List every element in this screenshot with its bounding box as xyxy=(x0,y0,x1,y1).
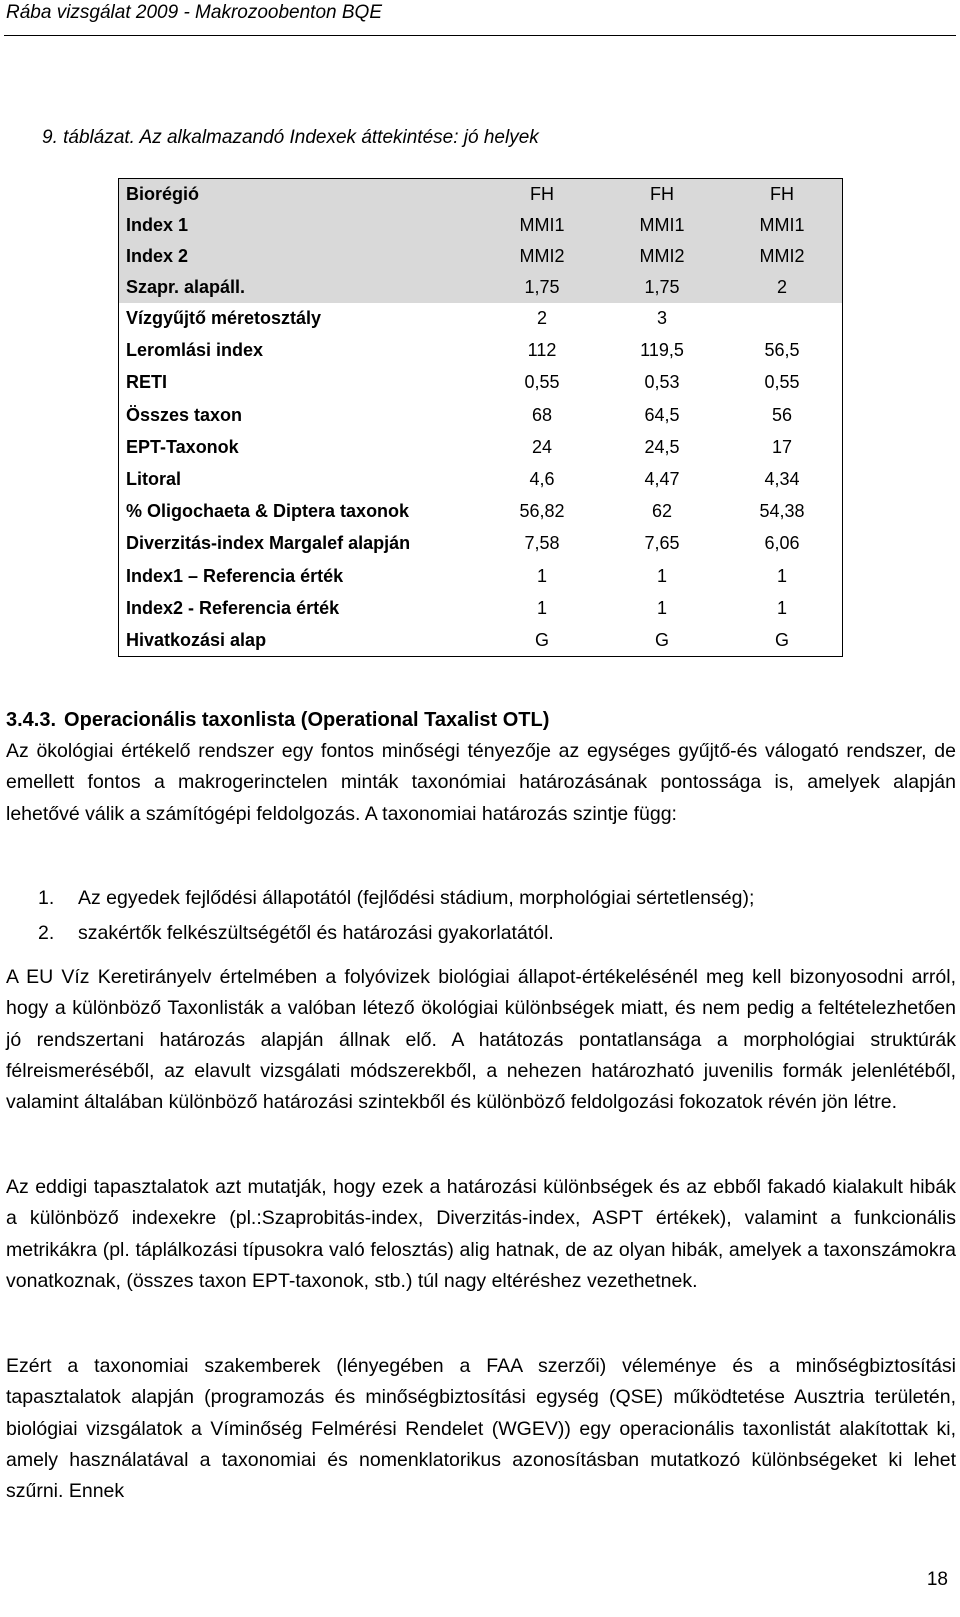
row-label: Összes taxon xyxy=(126,404,243,425)
list-item-number: 1. xyxy=(38,887,55,909)
row-value: G xyxy=(534,629,549,650)
table-row xyxy=(119,303,843,335)
page-number: 18 xyxy=(926,1569,948,1590)
header-divider xyxy=(4,35,956,36)
table-body-rows xyxy=(119,303,843,657)
row-value: 1 xyxy=(656,597,667,618)
row-label: Index2 - Referencia érték xyxy=(126,597,340,618)
paragraph-4: Ezért a taxonomiai szakemberek (lényegében a FAA szerzői) véleménye és a minőségbiztosítási tapasztalatok alapján (programozás és minőségbiztosítási egység (QSE) működtetése Ausztria területén, biológiai vizsgálatok a Víminőség Felmérési Rendelet (WGEV)) egy operacionális taxonlistát alakítottak ki, amely használatával a taxonomiai és nomenklatorikus azonosításban mutatkozó különbségeket ki lehet szűrni. Ennek xyxy=(6,1355,956,1503)
row-value: 1 xyxy=(776,565,787,586)
row-label: Leromlási index xyxy=(126,340,264,361)
row-label: RETI xyxy=(126,372,168,393)
row-value: 4,6 xyxy=(529,469,555,490)
row-label: Hivatkozási alap xyxy=(126,629,267,650)
table-row xyxy=(119,399,843,431)
row-value: 112 xyxy=(527,340,557,361)
row-value: 7,58 xyxy=(524,533,560,554)
row-label: % Oligochaeta & Diptera taxonok xyxy=(126,501,410,522)
list-item xyxy=(6,883,956,918)
row-value: FH xyxy=(530,183,554,204)
table-row xyxy=(119,272,843,303)
table-row xyxy=(119,624,843,656)
table-row xyxy=(119,431,843,463)
table-head-rows xyxy=(119,179,843,303)
row-value: 62 xyxy=(651,501,673,522)
row-value: 54,38 xyxy=(759,501,805,522)
row-value: 4,47 xyxy=(644,469,680,490)
row-value: FH xyxy=(650,183,674,204)
row-value: 1,75 xyxy=(644,276,680,297)
row-value: MMI1 xyxy=(759,214,805,235)
table-row xyxy=(119,463,843,495)
dependency-list xyxy=(6,883,956,953)
row-value: 1,75 xyxy=(524,276,560,297)
list-item-text: szakértők felkészültségétől és határozási gyakorlatától. xyxy=(78,922,554,944)
list-item xyxy=(6,918,956,953)
index-table xyxy=(118,178,843,657)
row-value: 56,5 xyxy=(764,340,800,361)
running-header: Rába vizsgálat 2009 - Makrozoobenton BQE xyxy=(6,2,382,23)
row-value: 17 xyxy=(771,436,793,457)
row-label: Szapr. alapáll. xyxy=(126,276,246,297)
row-value: MMI2 xyxy=(759,245,805,266)
row-value: 3 xyxy=(656,308,667,329)
list-item-text: Az egyedek fejlődési állapotától (fejlődési stádium, morphológiai sértetlenség); xyxy=(78,887,755,909)
row-label: Biorégió xyxy=(126,183,200,204)
table-row xyxy=(119,335,843,367)
section-heading xyxy=(6,709,549,732)
row-value: 2 xyxy=(536,308,547,329)
paragraph-3: Az eddigi tapasztalatok azt mutatják, hogy ezek a határozási különbségek és az ebből fakadó kialakult hibák a különböző indexekre (pl.:Szaprobitás-index, Diverzitás-index, ASPT értékek), valamint a funkcionális metrikákra (pl. táplálkozási típusokra való felosztás) alig hatnak, de az olyan hibák, amelyek a taxonszámokra vonatkoznak, (összes taxon EPT-taxonok, stb.) túl nagy eltéréshez vezethetnek. xyxy=(6,1176,956,1292)
table-row xyxy=(119,210,843,241)
row-value: MMI2 xyxy=(519,245,565,266)
table-caption: 9. táblázat. Az alkalmazandó Indexek áttekintése: jó helyek xyxy=(42,127,539,148)
row-value: MMI1 xyxy=(639,214,685,235)
row-value: 24,5 xyxy=(644,436,680,457)
section-number: 3.4.3. xyxy=(6,709,57,731)
list-item-number: 2. xyxy=(38,922,55,944)
row-value: 0,53 xyxy=(644,372,680,393)
row-value: 64,5 xyxy=(644,404,680,425)
row-value: 1 xyxy=(536,565,547,586)
row-value: 6,06 xyxy=(764,533,800,554)
row-value xyxy=(722,303,843,335)
row-value: 0,55 xyxy=(524,372,560,393)
table-row xyxy=(119,179,843,210)
row-label: EPT-Taxonok xyxy=(126,436,239,457)
row-label: Index 2 xyxy=(126,245,189,266)
paragraph-2: A EU Víz Keretirányelv értelmében a folyóvizek biológiai állapot-értékelésénél meg kell bizonyosodni arról, hogy a különböző Taxonlisták a valóban létező ökológiai különbségek miatt, és nem pedig a feltételezhetően jó rendszertani határozás alapján állnak elő. A hatátozás pontatlansága a morphológiai struktúrák félreismeréséből, az elavult vizsgálati módszerekből, a nehezen határozható juvenilis formák jelenlétéből, valamint általában különböző határozási szintekből és különböző feldolgozási fokozatok révén jön létre. xyxy=(6,966,956,1114)
row-value: MMI1 xyxy=(519,214,565,235)
row-label: Litoral xyxy=(126,469,182,490)
row-value: 56 xyxy=(771,404,793,425)
row-value: MMI2 xyxy=(639,245,685,266)
row-value: FH xyxy=(770,183,794,204)
row-value: 56,82 xyxy=(519,501,565,522)
row-value: 119,5 xyxy=(640,340,684,361)
table-row xyxy=(119,592,843,624)
row-value: 0,55 xyxy=(764,372,800,393)
row-label: Index1 – Referencia érték xyxy=(126,565,344,586)
row-value: G xyxy=(654,629,669,650)
row-label: Vízgyűjtő méretosztály xyxy=(126,308,322,329)
paragraph-1: Az ökológiai értékelő rendszer egy fontos minőségi tényezője az egységes gyűjtő-és válogató rendszer, de emellett fontos a makrogerinctelen minták taxonómiai határozásának pontossága is, amelyek alapján lehetővé válik a számítógépi feldolgozás. A taxonomiai határozás szintje függ: xyxy=(6,740,956,825)
table-row xyxy=(119,528,843,560)
table-row xyxy=(119,241,843,272)
row-value: 68 xyxy=(531,404,553,425)
table-row xyxy=(119,367,843,399)
row-value: 4,34 xyxy=(764,469,800,490)
row-label: Index 1 xyxy=(126,214,189,235)
table-row xyxy=(119,496,843,528)
section-title: Operacionális taxonlista (Operational Taxalist OTL) xyxy=(64,709,550,731)
row-value: G xyxy=(774,629,789,650)
table-row xyxy=(119,560,843,592)
row-value: 2 xyxy=(776,276,787,297)
row-value: 24 xyxy=(531,436,553,457)
row-value: 1 xyxy=(656,565,667,586)
row-label: Diverzitás-index Margalef alapján xyxy=(126,533,411,554)
row-value: 7,65 xyxy=(644,533,680,554)
row-value: 1 xyxy=(776,597,787,618)
row-value: 1 xyxy=(536,597,547,618)
